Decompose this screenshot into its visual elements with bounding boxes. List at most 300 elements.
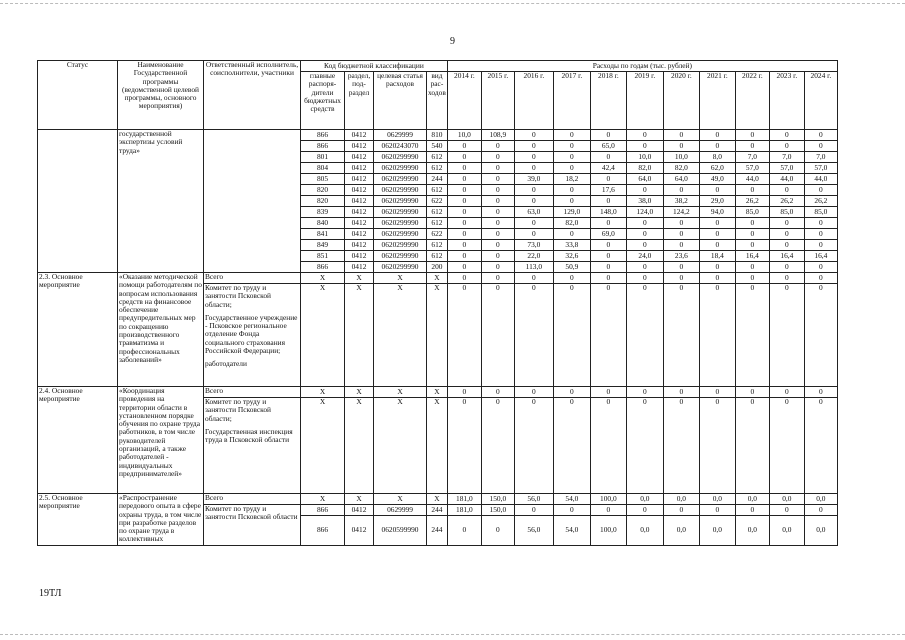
expense-value-cell: 0	[481, 207, 514, 218]
budget-code-cell: 810	[427, 130, 448, 141]
expense-value-cell: 0,0	[804, 516, 837, 546]
expense-value-cell: 65,0	[590, 141, 626, 152]
expense-value-cell: 0,0	[663, 516, 699, 546]
budget-code-cell: 0620243070	[374, 141, 427, 152]
expense-value-cell: 16,4	[769, 251, 804, 262]
expense-value-cell: 64,0	[626, 174, 663, 185]
header-budget-code-group: Код бюджетной классификации	[301, 61, 448, 72]
table-row	[38, 387, 838, 398]
expense-value-cell: 113,0	[514, 262, 553, 273]
budget-code-cell: 866	[301, 141, 345, 152]
expense-value-cell: 0	[447, 196, 481, 207]
expense-value-cell: 22,0	[514, 251, 553, 262]
expense-value-cell: 64,0	[663, 174, 699, 185]
expense-value-cell: 44,0	[804, 174, 837, 185]
expense-value-cell: 32,6	[553, 251, 590, 262]
total-label-cell: Всего	[204, 387, 301, 398]
expense-value-cell: 0	[590, 240, 626, 251]
expense-value-cell: 0	[804, 141, 837, 152]
expense-value-cell: 0	[735, 273, 769, 284]
expense-value-cell: 0	[481, 516, 514, 546]
expense-value-cell: 18,2	[553, 174, 590, 185]
budget-code-cell: X	[345, 398, 374, 494]
budget-code-cell: 804	[301, 163, 345, 174]
budget-code-cell: 0412	[345, 185, 374, 196]
expense-value-cell: 0	[735, 505, 769, 516]
expense-value-cell: 0	[735, 130, 769, 141]
expense-value-cell: 0	[804, 218, 837, 229]
participant-text: Комитет по труду и занятости Псковской области;	[205, 397, 271, 423]
participant-text: работодатели	[205, 359, 247, 369]
expense-value-cell: 38,0	[626, 196, 663, 207]
expense-value-cell: 16,4	[735, 251, 769, 262]
expense-value-cell: 54,0	[553, 494, 590, 505]
budget-code-cell: X	[427, 284, 448, 387]
expense-value-cell: 0	[590, 398, 626, 494]
budget-code-cell: 0412	[345, 218, 374, 229]
expense-value-cell: 0,0	[804, 494, 837, 505]
expense-value-cell: 0	[590, 152, 626, 163]
expense-value-cell: 0	[735, 218, 769, 229]
budget-code-cell: 0620299990	[374, 218, 427, 229]
expense-value-cell: 0	[590, 174, 626, 185]
participant-text: Комитет по труду и занятости Псковской области;	[205, 283, 271, 309]
expense-value-cell: 0	[663, 185, 699, 196]
status-cell: 2.3. Основное мероприятие	[38, 273, 118, 387]
expense-value-cell: 0	[553, 387, 590, 398]
expense-value-cell: 0	[626, 284, 663, 387]
expense-value-cell: 0	[447, 185, 481, 196]
expense-value-cell: 0	[626, 262, 663, 273]
budget-code-cell: 0620299990	[374, 196, 427, 207]
expense-value-cell: 0	[553, 130, 590, 141]
expense-value-cell: 0	[514, 185, 553, 196]
budget-code-cell: 0412	[345, 262, 374, 273]
expense-value-cell: 0,0	[735, 516, 769, 546]
header-responsible: Ответственный исполнитель, соисполнители, участники	[204, 61, 301, 130]
expense-value-cell: 82,0	[626, 163, 663, 174]
expense-value-cell: 0	[663, 505, 699, 516]
budget-code-cell: 0412	[345, 196, 374, 207]
expense-value-cell: 0	[663, 387, 699, 398]
expense-value-cell: 0	[804, 284, 837, 387]
expense-value-cell: 0	[447, 229, 481, 240]
expense-value-cell: 85,0	[804, 207, 837, 218]
expense-value-cell: 0	[699, 185, 735, 196]
section-2-5-rows	[38, 494, 838, 546]
expense-value-cell: 0,0	[626, 494, 663, 505]
expense-value-cell: 0	[590, 387, 626, 398]
total-label-cell: Всего	[204, 494, 301, 505]
expense-value-cell: 0	[769, 130, 804, 141]
budget-code-cell: 540	[427, 141, 448, 152]
budget-code-cell: 0412	[345, 240, 374, 251]
budget-code-cell: X	[345, 387, 374, 398]
expense-value-cell: 0	[804, 130, 837, 141]
expense-value-cell: 0	[481, 284, 514, 387]
expense-value-cell: 44,0	[769, 174, 804, 185]
expense-value-cell: 0	[553, 284, 590, 387]
budget-code-cell: 0412	[345, 174, 374, 185]
expense-value-cell: 0	[553, 229, 590, 240]
expense-value-cell: 56,0	[514, 494, 553, 505]
budget-code-cell: 866	[301, 505, 345, 516]
expense-value-cell: 0	[735, 141, 769, 152]
table-row	[38, 494, 838, 505]
expense-value-cell: 148,0	[590, 207, 626, 218]
expense-value-cell: 0	[699, 218, 735, 229]
expense-value-cell: 0	[769, 273, 804, 284]
header-status: Статус	[38, 61, 118, 130]
expense-value-cell: 10,0	[663, 152, 699, 163]
header-year: 2021 г.	[699, 72, 735, 130]
budget-code-cell: 0620299990	[374, 185, 427, 196]
expense-value-cell: 33,8	[553, 240, 590, 251]
expense-value-cell: 0	[735, 262, 769, 273]
budget-code-cell: 0620299990	[374, 152, 427, 163]
expense-value-cell: 50,9	[553, 262, 590, 273]
budget-code-cell: 612	[427, 152, 448, 163]
expense-value-cell: 0	[663, 229, 699, 240]
expense-value-cell: 129,0	[553, 207, 590, 218]
expense-value-cell: 0	[481, 196, 514, 207]
expense-value-cell: 0	[663, 273, 699, 284]
expense-value-cell: 0	[804, 398, 837, 494]
expense-value-cell: 8,0	[699, 152, 735, 163]
expense-value-cell: 0	[804, 387, 837, 398]
budget-code-cell: 841	[301, 229, 345, 240]
expense-value-cell: 0	[769, 398, 804, 494]
expense-value-cell: 10,0	[447, 130, 481, 141]
status-cell: 2.4. Основное мероприятие	[38, 387, 118, 494]
expense-value-cell: 94,0	[699, 207, 735, 218]
expense-value-cell: 0	[590, 505, 626, 516]
budget-code-cell: 0412	[345, 505, 374, 516]
program-name-cell: «Распространение передового опыта в сфере охраны труда, в том числе при разработке разделов по охране труда в коллективных	[118, 494, 204, 546]
budget-code-cell: 612	[427, 185, 448, 196]
budget-code-cell: X	[374, 387, 427, 398]
expense-value-cell: 0	[626, 218, 663, 229]
expense-value-cell: 54,0	[553, 516, 590, 546]
expense-value-cell: 0	[699, 262, 735, 273]
page-number: 9	[450, 36, 455, 47]
expense-value-cell: 0	[447, 262, 481, 273]
expense-value-cell: 0	[514, 505, 553, 516]
budget-code-cell: 801	[301, 152, 345, 163]
expense-value-cell: 0	[514, 218, 553, 229]
expense-value-cell: 0	[769, 262, 804, 273]
expense-value-cell: 0	[769, 229, 804, 240]
expense-value-cell: 0	[514, 273, 553, 284]
table-row	[38, 130, 838, 141]
budget-table	[37, 60, 838, 546]
expense-value-cell: 10,0	[626, 152, 663, 163]
expense-value-cell: 24,0	[626, 251, 663, 262]
expense-value-cell: 0	[699, 284, 735, 387]
expense-value-cell: 26,2	[769, 196, 804, 207]
expense-value-cell: 0	[769, 284, 804, 387]
expense-value-cell: 0	[481, 240, 514, 251]
expense-value-cell: 0	[514, 229, 553, 240]
expense-value-cell: 0	[699, 141, 735, 152]
budget-code-cell: X	[345, 494, 374, 505]
expense-value-cell: 0	[626, 141, 663, 152]
header-year: 2023 г.	[769, 72, 804, 130]
participants-cell	[204, 284, 301, 387]
expense-value-cell: 0	[663, 262, 699, 273]
budget-code-cell: 0412	[345, 141, 374, 152]
expense-value-cell: 0	[447, 174, 481, 185]
total-label-cell: Всего	[204, 273, 301, 284]
expense-value-cell: 0	[447, 141, 481, 152]
expense-value-cell: 0	[626, 185, 663, 196]
expense-value-cell: 0	[590, 284, 626, 387]
budget-code-cell: X	[374, 398, 427, 494]
budget-code-cell: 612	[427, 240, 448, 251]
header-code-manager: главные распоря-дители бюджетных средств	[301, 72, 345, 130]
budget-code-cell: X	[301, 387, 345, 398]
expense-value-cell: 0	[447, 398, 481, 494]
section-2-3-rows	[38, 273, 838, 387]
budget-code-cell: X	[301, 284, 345, 387]
expense-value-cell: 38,2	[663, 196, 699, 207]
expense-value-cell: 0	[804, 240, 837, 251]
responsible-cell	[204, 130, 301, 273]
budget-code-cell: 0620599990	[374, 516, 427, 546]
expense-value-cell: 0	[481, 218, 514, 229]
budget-code-cell: 0620299990	[374, 207, 427, 218]
expense-value-cell: 0	[769, 218, 804, 229]
expense-value-cell: 0	[699, 130, 735, 141]
budget-code-cell: 839	[301, 207, 345, 218]
expense-value-cell: 0	[514, 141, 553, 152]
budget-code-cell: 612	[427, 163, 448, 174]
budget-code-cell: 0412	[345, 207, 374, 218]
budget-code-cell: X	[427, 387, 448, 398]
budget-code-cell: 0412	[345, 163, 374, 174]
expense-value-cell: 0	[769, 387, 804, 398]
expense-value-cell: 0	[590, 251, 626, 262]
budget-code-cell: 805	[301, 174, 345, 185]
header-year: 2016 г.	[514, 72, 553, 130]
expense-value-cell: 0	[553, 273, 590, 284]
expense-value-cell: 0	[447, 218, 481, 229]
expense-value-cell: 0,0	[626, 516, 663, 546]
expense-value-cell: 0	[626, 387, 663, 398]
budget-code-cell: 851	[301, 251, 345, 262]
expense-value-cell: 0	[447, 387, 481, 398]
budget-code-cell: X	[374, 273, 427, 284]
expense-value-cell: 0	[804, 185, 837, 196]
bottom-border-line	[0, 634, 905, 635]
budget-code-cell: X	[374, 284, 427, 387]
expense-value-cell: 0	[663, 284, 699, 387]
program-name-cell: «Оказание методической помощи работодателям по вопросам использования средств на финансовое обеспечение предупредительных мер по сокращению производственного травматизма и профессиональных заболеваний»	[118, 273, 204, 387]
expense-value-cell: 0	[514, 130, 553, 141]
budget-code-cell: 0620299990	[374, 163, 427, 174]
expense-value-cell: 100,0	[590, 516, 626, 546]
expense-value-cell: 0	[699, 229, 735, 240]
expense-value-cell: 0	[447, 284, 481, 387]
expense-value-cell: 18,4	[699, 251, 735, 262]
header-year: 2019 г.	[626, 72, 663, 130]
expense-value-cell: 73,0	[514, 240, 553, 251]
expense-value-cell: 0,0	[769, 516, 804, 546]
budget-code-cell: X	[345, 273, 374, 284]
expense-value-cell: 0	[804, 273, 837, 284]
table-row	[38, 273, 838, 284]
expense-value-cell: 0	[481, 398, 514, 494]
expense-value-cell: 0	[553, 505, 590, 516]
expense-value-cell: 0	[769, 505, 804, 516]
budget-code-cell: 849	[301, 240, 345, 251]
expense-value-cell: 0	[481, 174, 514, 185]
expense-value-cell: 0	[735, 185, 769, 196]
section-2-2-rows	[38, 130, 838, 273]
expense-value-cell: 69,0	[590, 229, 626, 240]
expense-value-cell: 7,0	[769, 152, 804, 163]
expense-value-cell: 44,0	[735, 174, 769, 185]
budget-code-cell: 0412	[345, 229, 374, 240]
header-code-type: вид рас-ходов	[427, 72, 448, 130]
expense-value-cell: 0	[735, 284, 769, 387]
budget-code-cell: 0620299990	[374, 229, 427, 240]
header-year: 2020 г.	[663, 72, 699, 130]
expense-value-cell: 0,0	[769, 494, 804, 505]
expense-value-cell: 0	[447, 163, 481, 174]
expense-value-cell: 0	[447, 152, 481, 163]
expense-value-cell: 0	[514, 387, 553, 398]
budget-code-cell: 820	[301, 196, 345, 207]
expense-value-cell: 0	[663, 398, 699, 494]
top-border-line	[0, 3, 905, 4]
budget-code-cell: X	[301, 494, 345, 505]
participant-text: Государственная инспекция труда в Псковской области	[205, 426, 293, 445]
expense-value-cell: 0	[481, 152, 514, 163]
budget-code-cell: 0412	[345, 130, 374, 141]
budget-code-cell: X	[301, 398, 345, 494]
expense-value-cell: 56,0	[514, 516, 553, 546]
expense-value-cell: 0	[735, 387, 769, 398]
expense-value-cell: 0	[699, 387, 735, 398]
budget-code-cell: X	[427, 273, 448, 284]
program-name-cell: государственной экспертизы условий труда»	[118, 130, 204, 273]
expense-value-cell: 0	[481, 185, 514, 196]
expense-value-cell: 108,9	[481, 130, 514, 141]
budget-code-cell: X	[374, 494, 427, 505]
expense-value-cell: 0,0	[735, 494, 769, 505]
expense-value-cell: 0	[663, 240, 699, 251]
header-program-name: Наименование Государственной программы (ведомственной целевой программы, основного мероприятия)	[118, 61, 204, 130]
budget-code-cell: 200	[427, 262, 448, 273]
participant-text: Государственное учреждение - Псковское региональное отделение Фонда социального страхования Российской Федерации;	[205, 312, 298, 355]
expense-value-cell: 26,2	[735, 196, 769, 207]
status-cell: 2.5. Основное мероприятие	[38, 494, 118, 546]
expense-value-cell: 0	[735, 240, 769, 251]
expense-value-cell: 0	[481, 273, 514, 284]
expense-value-cell: 0,0	[699, 494, 735, 505]
expense-value-cell: 181,0	[447, 494, 481, 505]
expense-value-cell: 0	[590, 130, 626, 141]
expense-value-cell: 0	[735, 229, 769, 240]
budget-code-cell: 0629999	[374, 130, 427, 141]
expense-value-cell: 17,6	[590, 185, 626, 196]
expense-value-cell: 0	[553, 185, 590, 196]
expense-value-cell: 0	[447, 207, 481, 218]
expense-value-cell: 0	[553, 196, 590, 207]
expense-value-cell: 0	[481, 141, 514, 152]
budget-code-cell: 0620299990	[374, 251, 427, 262]
expense-value-cell: 0	[447, 516, 481, 546]
expense-value-cell: 0	[769, 141, 804, 152]
budget-code-cell: 0412	[345, 516, 374, 546]
expense-value-cell: 0	[663, 130, 699, 141]
expense-value-cell: 0	[447, 273, 481, 284]
expense-value-cell: 39,0	[514, 174, 553, 185]
expense-value-cell: 0	[553, 398, 590, 494]
expense-value-cell: 49,0	[699, 174, 735, 185]
expense-value-cell: 0	[481, 163, 514, 174]
expense-value-cell: 0	[699, 273, 735, 284]
header-code-target: целевая статья расходов	[374, 72, 427, 130]
expense-value-cell: 57,0	[735, 163, 769, 174]
expense-value-cell: 0	[626, 505, 663, 516]
budget-code-cell: 244	[427, 174, 448, 185]
expense-value-cell: 0	[447, 251, 481, 262]
expense-value-cell: 0	[481, 262, 514, 273]
expense-value-cell: 0	[514, 163, 553, 174]
expense-value-cell: 0	[663, 218, 699, 229]
expense-value-cell: 0	[663, 141, 699, 152]
budget-code-cell: X	[427, 494, 448, 505]
expense-value-cell: 57,0	[804, 163, 837, 174]
expense-value-cell: 0	[626, 130, 663, 141]
budget-code-cell: X	[345, 284, 374, 387]
expense-value-cell: 0,0	[699, 516, 735, 546]
expense-value-cell: 0	[735, 398, 769, 494]
expense-value-cell: 0	[590, 262, 626, 273]
expense-value-cell: 0	[699, 398, 735, 494]
expense-value-cell: 7,0	[804, 152, 837, 163]
budget-code-cell: 612	[427, 218, 448, 229]
expense-value-cell: 85,0	[735, 207, 769, 218]
budget-code-cell: 612	[427, 207, 448, 218]
budget-code-cell: 244	[427, 505, 448, 516]
section-2-4-rows	[38, 387, 838, 494]
budget-code-cell: 0412	[345, 251, 374, 262]
budget-code-cell: X	[301, 273, 345, 284]
expense-value-cell: 0	[553, 163, 590, 174]
budget-code-cell: 612	[427, 251, 448, 262]
header-code-section: раздел, под-раздел	[345, 72, 374, 130]
expense-value-cell: 0	[481, 387, 514, 398]
expense-value-cell: 7,0	[735, 152, 769, 163]
expense-value-cell: 0	[553, 152, 590, 163]
expense-value-cell: 124,2	[663, 207, 699, 218]
expense-value-cell: 0	[769, 185, 804, 196]
expense-value-cell: 0	[804, 262, 837, 273]
expense-value-cell: 0	[590, 273, 626, 284]
header-year: 2022 г.	[735, 72, 769, 130]
budget-code-cell: 820	[301, 185, 345, 196]
status-cell	[38, 130, 118, 273]
expense-value-cell: 0	[699, 505, 735, 516]
header-year: 2014 г.	[447, 72, 481, 130]
expense-value-cell: 0	[514, 284, 553, 387]
expense-value-cell: 0	[590, 196, 626, 207]
expense-value-cell: 0	[481, 251, 514, 262]
program-name-cell: «Координация проведения на территории области в установленном порядке обучения по охране труда работников, в том числе руководителей организаций, а также работодателей - индивидуальных предпринимателей»	[118, 387, 204, 494]
